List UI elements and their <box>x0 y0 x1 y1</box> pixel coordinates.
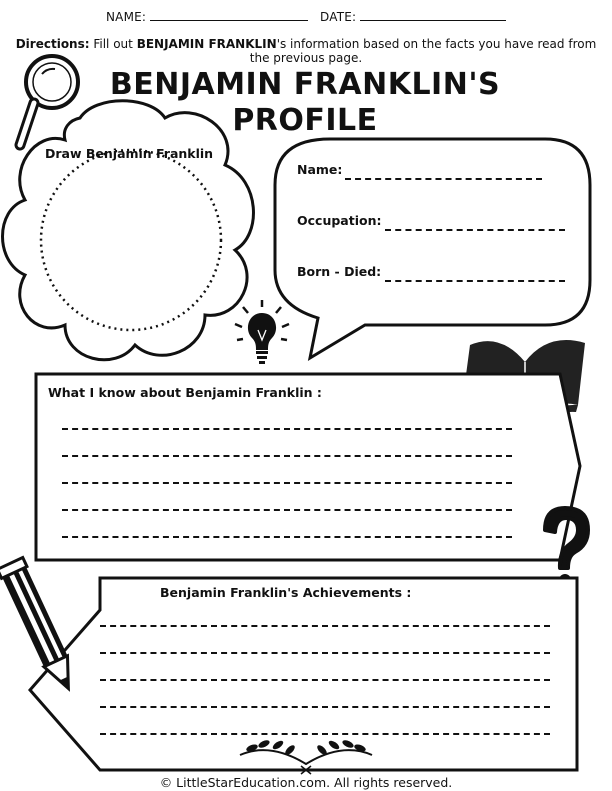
lightbulb-icon <box>235 300 289 364</box>
draw-box-label: Draw Benjamin Franklin <box>45 146 214 161</box>
copyright-footer: © LittleStarEducation.com. All rights reserved. <box>159 775 453 790</box>
achievements-box-frame <box>30 578 577 770</box>
date-label: DATE: <box>320 10 357 24</box>
date-header <box>320 8 506 24</box>
achievement-line-4[interactable] <box>100 706 550 708</box>
achievement-line-1[interactable] <box>100 625 550 627</box>
knowledge-box-frame <box>36 374 580 560</box>
profile-occupation-label: Occupation: <box>297 213 382 228</box>
date-line[interactable] <box>360 8 506 21</box>
know-line-2[interactable] <box>62 455 512 457</box>
directions-prefix: Directions: <box>15 37 90 51</box>
directions-text-after: 's information based on the facts you have read from the previous page. <box>249 37 597 65</box>
know-line-3[interactable] <box>62 482 512 484</box>
directions-text-before: Fill out <box>89 37 137 51</box>
page-title-line2: PROFILE <box>232 103 378 138</box>
know-line-5[interactable] <box>62 536 512 538</box>
profile-occupation-line[interactable] <box>385 229 565 231</box>
pencil-icon <box>0 558 81 695</box>
profile-born-died-line[interactable] <box>385 280 565 282</box>
know-section-label: What I know about Benjamin Franklin : <box>48 385 322 400</box>
profile-name-line[interactable] <box>345 178 542 180</box>
achievement-line-5[interactable] <box>100 733 550 735</box>
know-line-4[interactable] <box>62 509 512 511</box>
name-header <box>106 8 308 24</box>
directions-subject: BENJAMIN FRANKLIN <box>136 37 277 51</box>
achievement-line-3[interactable] <box>100 679 550 681</box>
drawing-area[interactable] <box>45 166 217 338</box>
profile-born-died-label: Born - Died: <box>297 264 382 279</box>
know-line-1[interactable] <box>62 428 512 430</box>
page-title-line1: BENJAMIN FRANKLIN'S <box>109 67 501 102</box>
name-line[interactable] <box>150 8 308 21</box>
name-label: NAME: <box>106 10 147 24</box>
achievement-line-2[interactable] <box>100 652 550 654</box>
directions <box>10 37 602 65</box>
profile-name-label: Name: <box>297 162 343 177</box>
achievements-section-label: Benjamin Franklin's Achievements : <box>160 585 412 600</box>
